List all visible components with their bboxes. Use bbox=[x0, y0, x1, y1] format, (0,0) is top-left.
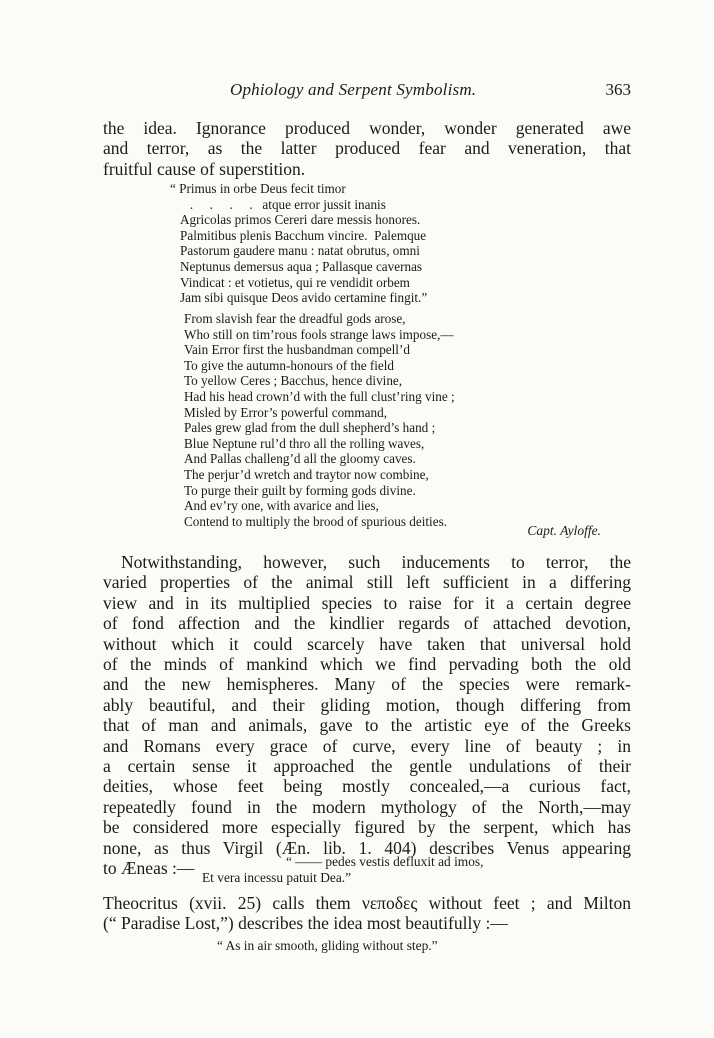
paragraph-line: view and in its multiplied species to raise for it a certain degree bbox=[103, 592, 631, 613]
paragraph-line: Theocritus (xvii. 25) calls them νεποδες without feet ; and Milton bbox=[103, 893, 631, 913]
paragraph-line: that of man and animals, gave to the artistic eye of the Greeks bbox=[103, 715, 631, 736]
paragraph-line: none, as thus Virgil (Æn. lib. 1. 404) describes Venus appearing bbox=[103, 837, 631, 858]
attribution: Capt. Ayloffe. bbox=[527, 523, 601, 538]
verse-line: From slavish fear the dreadful gods arose, bbox=[184, 311, 406, 326]
verse-line: Who still on tim’rous fools strange laws impose,— bbox=[184, 326, 454, 342]
paragraph-notwithstanding bbox=[103, 552, 631, 879]
verse-line: Pales grew glad from the dull shepherd’s hand ; bbox=[184, 420, 436, 436]
paragraph-line: a certain sense it approached the gentle undulations of their bbox=[103, 756, 631, 777]
paragraph-line: deities, whose feet being mostly concealed,—a curious fact, bbox=[103, 776, 631, 797]
verse-line: And Pallas challeng’d all the gloomy caves. bbox=[184, 451, 416, 467]
verse-line: And ev’ry one, with avarice and lies, bbox=[184, 498, 379, 514]
verse-line: Had his head crown’d with the full clust’ring vine ; bbox=[184, 388, 455, 404]
paragraph-theocritus bbox=[103, 893, 631, 934]
latin-quote bbox=[170, 181, 570, 306]
page-number: 363 bbox=[605, 80, 631, 99]
verse-line: Neptunus demersus aqua ; Pallasque cavernas bbox=[180, 258, 423, 274]
verse-line: Misled by Error’s powerful command, bbox=[184, 404, 388, 420]
verse-line: Et vera incessu patuit Dea.” bbox=[202, 870, 352, 885]
paragraph-line: the idea. Ignorance produced wonder, wonder generated awe bbox=[103, 118, 631, 138]
verse-line: Agricolas primos Cereri dare messis honores. bbox=[180, 212, 421, 228]
paragraph-line: without which it could scarcely have taken that universal hold bbox=[103, 633, 631, 654]
paragraph-line: varied properties of the animal still left sufficient in a differing bbox=[103, 572, 631, 593]
paragraph-line: and terror, as the latter produced fear and veneration, that bbox=[103, 138, 631, 159]
paragraph-line: fruitful cause of superstition. bbox=[103, 158, 306, 179]
paragraph-ignorance bbox=[103, 118, 631, 179]
verse-line: To yellow Ceres ; Bacchus, hence divine, bbox=[184, 373, 403, 389]
verse-line: Contend to multiply the brood of spurious deities. bbox=[184, 513, 447, 529]
verse-line: Vain Error first the husbandman compell’d bbox=[184, 342, 410, 358]
paragraph-line: to Æneas :— bbox=[103, 858, 195, 879]
verse-line: The perjur’d wretch and traytor now combine, bbox=[184, 466, 429, 482]
verse-line: Pastorum gaudere manu : natat obrutus, omni bbox=[180, 243, 420, 259]
page-header bbox=[103, 80, 631, 104]
paragraph-line: be considered more especially figured by the serpent, which has bbox=[103, 817, 631, 838]
verse-line: Vindicat : et votietus, qui re vendidit orbem bbox=[180, 274, 410, 290]
paragraph-line: and the new hemispheres. Many of the species were remark- bbox=[103, 674, 631, 695]
running-title: Ophiology and Serpent Symbolism. bbox=[230, 80, 477, 99]
verse-line: “ Primus in orbe Deus fecit timor bbox=[170, 181, 346, 196]
paragraph-line: ably beautiful, and their gliding motion, though differing from bbox=[103, 694, 631, 715]
verse-line: “ —— pedes vestis defluxit ad imos, bbox=[286, 854, 484, 869]
paragraph-line: of the minds of mankind which we find pervading both the old bbox=[103, 654, 631, 675]
verse-line: . . . . atque error jussit inanis bbox=[180, 196, 386, 212]
verse-line: Palmitibus plenis Bacchum vincire. Palemque bbox=[180, 227, 427, 243]
paragraph-line: repeatedly found in the modern mythology of the North,—may bbox=[103, 796, 631, 817]
verse-line: Blue Neptune rul’d thro all the rolling waves, bbox=[184, 435, 425, 451]
verse-line: To give the autumn-honours of the field bbox=[184, 357, 395, 373]
english-verse bbox=[184, 311, 584, 529]
paragraph-line: (“ Paradise Lost,”) describes the idea most beautifully :— bbox=[103, 913, 508, 934]
verse-line: To purge their guilt by forming gods divine. bbox=[184, 482, 416, 498]
milton-quote: “ As in air smooth, gliding without step.” bbox=[217, 938, 438, 953]
paragraph-line: Notwithstanding, however, such inducements to terror, the bbox=[121, 552, 631, 572]
verse-line: Jam sibi quisque Deos avido certamine fingit.” bbox=[180, 290, 428, 306]
paragraph-line: of fond affection and the kindlier regards of attached devotion, bbox=[103, 613, 631, 634]
paragraph-line: and Romans every grace of curve, every line of beauty ; in bbox=[103, 735, 631, 756]
